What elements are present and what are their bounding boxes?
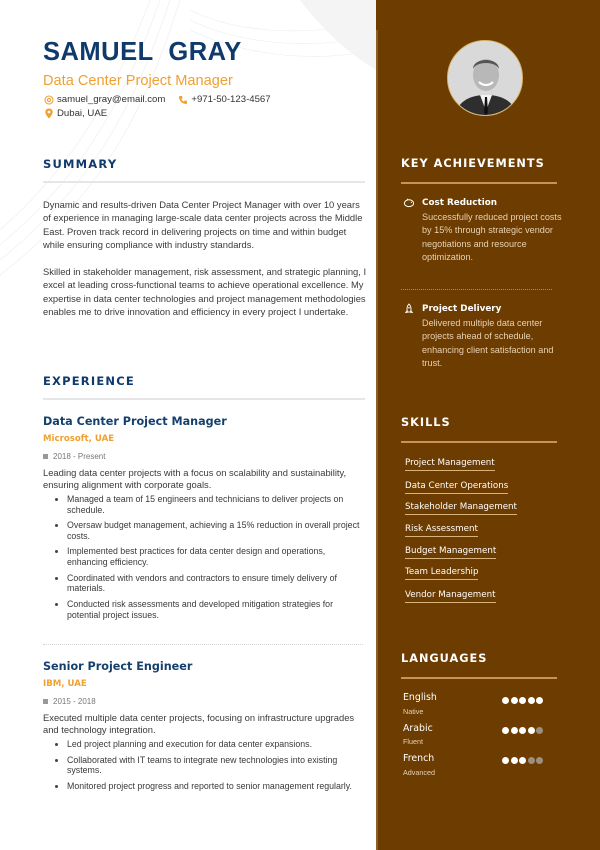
job-dates-text: 2018 - Present: [53, 452, 106, 461]
email-link[interactable]: samuel_gray@email.com: [57, 94, 166, 105]
experience-divider: [43, 398, 365, 400]
job-description: Leading data center projects with a focus on scalability and sustainability, ensuring alignment with corporate goals.: [43, 467, 347, 491]
calendar-icon: [43, 454, 48, 459]
skill-tag: Team Leadership: [405, 567, 478, 580]
summary-paragraph-2: Skilled in stakeholder management, risk assessment, and strategic planning, I excel at leading cross-functional teams to achieve operational excellence. My expertise in data center technologies and project management methodologies enables me to drive innovation and efficiency in every project I undertake.: [43, 266, 367, 317]
calendar-icon: [43, 699, 48, 704]
list-item: Monitored project progress and reported to senior management regularly.: [55, 781, 367, 792]
language-level: Native: [403, 707, 424, 716]
rocket-icon: [403, 303, 415, 315]
phone-icon: [177, 94, 188, 105]
language-name: English: [403, 692, 437, 703]
skill-tag: Vendor Management: [405, 590, 496, 603]
list-item: Coordinated with vendors and contractors to ensure timely delivery of materials.: [55, 573, 367, 594]
skills-heading: SKILLS: [401, 416, 451, 429]
list-item: Oversaw budget management, achieving a 15% reduction in overall project costs.: [55, 520, 367, 541]
job-dates: [43, 452, 105, 461]
job-dates: [43, 697, 96, 706]
summary-divider: [43, 181, 365, 183]
contact-row-1: [43, 94, 271, 105]
piggy-bank-icon: [403, 197, 415, 209]
job-dates-text: 2015 - 2018: [53, 697, 96, 706]
achievement-title: Project Delivery: [422, 304, 502, 314]
experience-heading: EXPERIENCE: [43, 374, 135, 388]
languages-heading: LANGUAGES: [401, 652, 488, 665]
achievements-heading: KEY ACHIEVEMENTS: [401, 157, 545, 170]
achievement-text: Successfully reduced project costs by 15% through strategic vendor negotiations and resource optimization.: [422, 212, 562, 263]
sidebar-edge: [376, 30, 378, 850]
achievement-title: Cost Reduction: [422, 198, 498, 208]
job-bullets: [55, 494, 367, 625]
summary-paragraph-1: Dynamic and results-driven Data Center Project Manager with over 10 years of experience in managing large-scale data center projects across the Middle East. Proven track record in delivering projects on time and within budget while ensuring compliance with industry standards.: [43, 199, 363, 250]
job-role: Data Center Project Manager: [43, 415, 227, 428]
language-rating: [502, 757, 543, 764]
job-separator: [43, 644, 363, 645]
skill-tag: Stakeholder Management: [405, 502, 517, 515]
list-item: Collaborated with IT teams to integrate new technologies into existing systems.: [55, 755, 367, 776]
list-item: Conducted risk assessments and developed mitigation strategies for potential project issues.: [55, 599, 367, 620]
skill-tag: Risk Assessment: [405, 524, 478, 537]
list-item: Managed a team of 15 engineers and technicians to deliver projects on schedule.: [55, 494, 367, 515]
map-pin-icon: [43, 108, 54, 119]
list-item: Led project planning and execution for data center expansions.: [55, 739, 367, 750]
language-name: French: [403, 753, 435, 764]
job-company: IBM, UAE: [43, 679, 87, 689]
job-description: Executed multiple data center projects, focusing on infrastructure upgrades and technology integration.: [43, 712, 355, 736]
skill-tag: Budget Management: [405, 546, 496, 559]
job-role: Senior Project Engineer: [43, 660, 193, 673]
language-rating: [502, 697, 543, 704]
achievement-separator: [401, 289, 552, 290]
skill-tag: Data Center Operations: [405, 481, 508, 494]
language-name: Arabic: [403, 723, 433, 734]
contact-row-2: [43, 108, 107, 119]
language-level: Advanced: [403, 768, 435, 777]
phone-number[interactable]: +971-50-123-4567: [191, 94, 271, 105]
candidate-name: SAMUEL GRAY: [43, 38, 242, 66]
language-rating: [502, 727, 543, 734]
at-icon: [43, 94, 54, 105]
location-text: Dubai, UAE: [57, 108, 108, 119]
language-level: Fluent: [403, 737, 423, 746]
skills-divider: [401, 441, 557, 443]
candidate-title: Data Center Project Manager: [43, 73, 233, 89]
list-item: Implemented best practices for data center design and operations, enhancing efficiency.: [55, 546, 367, 567]
summary-heading: SUMMARY: [43, 157, 118, 171]
job-bullets: [55, 739, 367, 796]
achievements-divider: [401, 182, 557, 184]
skill-tag: Project Management: [405, 458, 495, 471]
languages-divider: [401, 677, 557, 679]
profile-photo: [447, 40, 523, 116]
achievement-text: Delivered multiple data center projects ahead of schedule, enhancing client satisfaction and trust.: [422, 318, 554, 369]
job-company: Microsoft, UAE: [43, 434, 115, 444]
